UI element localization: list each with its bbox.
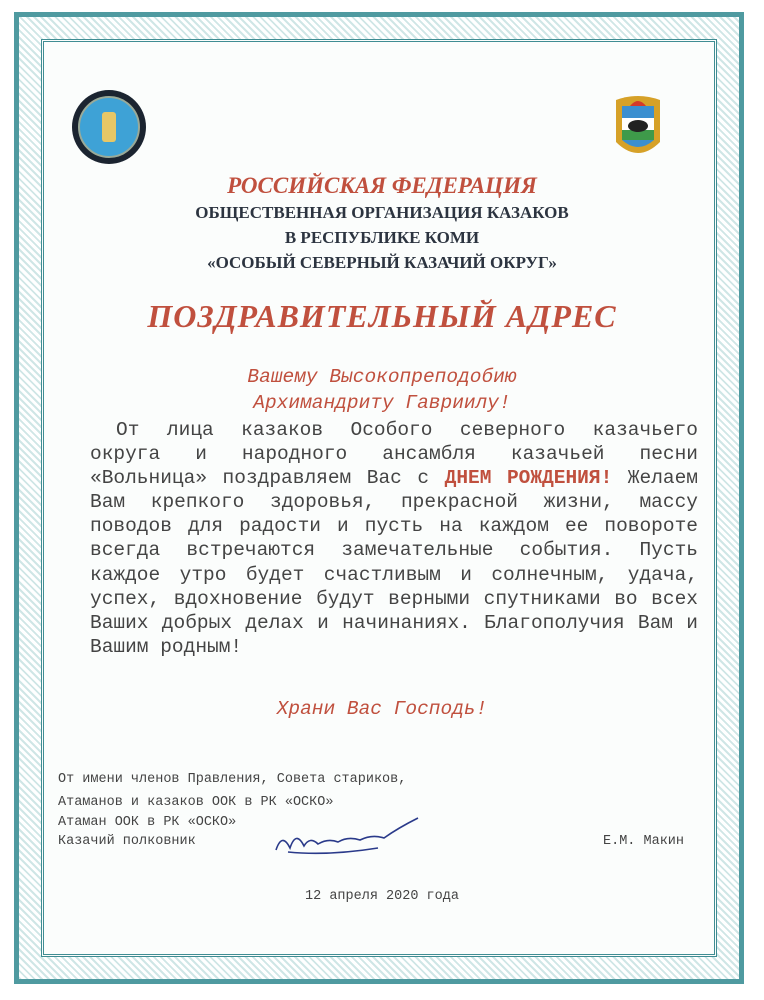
birthday-highlight: ДНЕМ РОЖДЕНИЯ! [444, 467, 613, 490]
signature-line1: От имени членов Правления, Совета стариков, [58, 772, 407, 787]
document-title: ПОЗДРАВИТЕЛЬНЫЙ АДРЕС [147, 298, 617, 334]
body-text-end: Желаем Вам крепкого здоровья, прекрасной жизни, массу поводов для радости и пусть на каждом ее повороте всегда встречаются замечательные события. Пусть каждое утро будет счастливым и солнечным, удача, успех, вдохновение будут верными спутниками во всех Ваших добрых делах и начинаниях. Благополучия Вам и Вашим родным! [90, 467, 699, 658]
signatory-name: Е.М. Макин [603, 834, 685, 849]
handwritten-signature [268, 812, 438, 862]
signature-line4: Казачий полковник [58, 834, 196, 849]
org-name-line1: ОБЩЕСТВЕННАЯ ОРГАНИЗАЦИЯ КАЗАКОВ [195, 203, 569, 222]
congratulation-text [90, 418, 698, 659]
signature-line3: Атаман ООК в РК «ОСКО» [58, 815, 237, 830]
org-name-line2: В РЕСПУБЛИКЕ КОМИ [284, 228, 480, 247]
blessing: Храни Вас Господь! [276, 698, 488, 720]
country-heading: РОССИЙСКАЯ ФЕДЕРАЦИЯ [227, 173, 537, 198]
body-text-start: От лица казаков Особого северного казачьего округа и народного ансамбля казачьей песни «Вольница» поздравляем Вас с [90, 419, 698, 490]
salutation-line1: Вашему Высокопреподобию [247, 366, 517, 388]
signature-line2: Атаманов и казаков ООК в РК «ОСКО» [58, 795, 334, 810]
salutation-line2: Архимандриту Гавриилу! [253, 392, 511, 414]
cossack-union-emblem [72, 90, 146, 164]
document-date: 12 апреля 2020 года [305, 889, 459, 904]
komi-coat-of-arms [606, 92, 670, 166]
org-name-line3: «ОСОБЫЙ СЕВЕРНЫЙ КАЗАЧИЙ ОКРУГ» [207, 253, 557, 272]
